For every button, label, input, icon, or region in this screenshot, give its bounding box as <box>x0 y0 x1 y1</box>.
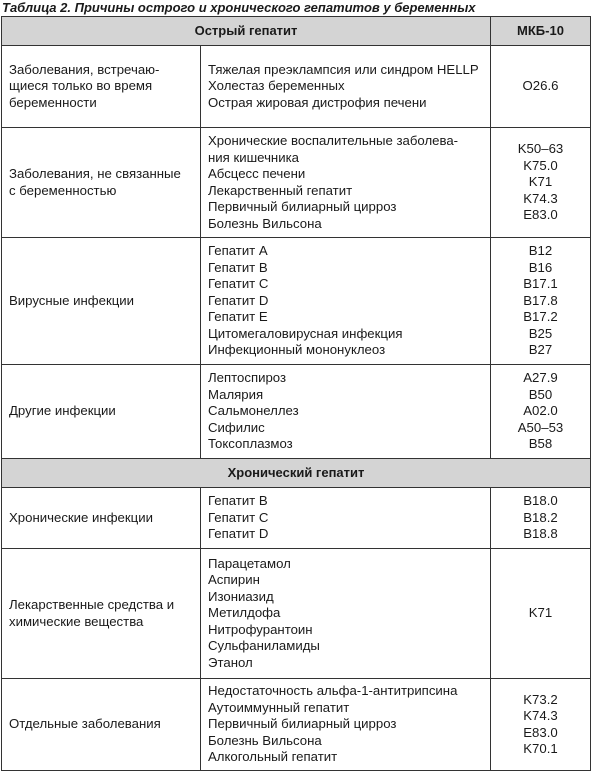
icd-code-cell <box>491 365 591 459</box>
icd-code-cell-line: E83.0 <box>523 207 558 223</box>
icd-code-cell-line: B18.8 <box>523 526 558 542</box>
conditions-cell-line: Токсоплазмоз <box>208 436 293 452</box>
conditions-cell <box>201 679 491 771</box>
icd-code-cell <box>491 238 591 365</box>
icd-code-cell-line: K70.1 <box>523 741 558 756</box>
category-cell-line: щиеся только во время <box>9 78 153 94</box>
icd-code-cell-line: E83.0 <box>523 724 558 740</box>
conditions-cell-line: Сифилис <box>208 419 265 435</box>
category-cell <box>2 549 201 679</box>
category-cell <box>2 128 201 238</box>
category-cell <box>2 365 201 459</box>
chronic-section-row <box>2 459 591 488</box>
table-row <box>2 549 591 679</box>
table-row <box>2 679 591 771</box>
hepatitis-causes-table <box>1 16 591 771</box>
icd-code-cell-line: K71 <box>528 174 553 190</box>
conditions-cell <box>201 549 491 679</box>
icd-code-cell-line: B16 <box>528 259 553 275</box>
conditions-cell-line: Тяжелая преэклампсия или синдром HELLP <box>208 61 479 77</box>
category-cell <box>2 679 201 771</box>
icd-code-cell <box>491 679 591 771</box>
conditions-cell-line: Гепатит C <box>208 509 269 525</box>
icd-code-cell <box>491 549 591 679</box>
icd-code-cell-line: B18.2 <box>523 509 558 525</box>
icd10-header: МКБ-10 <box>491 17 591 46</box>
icd-code-cell-line: B12 <box>528 243 553 259</box>
category-cell-line: Отдельные заболевания <box>9 716 161 732</box>
category-cell-line: с беременностью <box>9 182 117 198</box>
conditions-cell-line: Недостаточность альфа-1-антитрипсина <box>208 683 458 699</box>
conditions-cell-line: Первичный билиарный цирроз <box>208 199 397 214</box>
table-row <box>2 128 591 238</box>
acute-hepatitis-header: Острый гепатит <box>2 17 491 46</box>
conditions-cell <box>201 365 491 459</box>
icd-code-cell-line: B25 <box>528 325 553 341</box>
icd-code-cell-line: B17.8 <box>523 292 558 308</box>
conditions-cell-line: Лептоспироз <box>208 370 287 386</box>
conditions-cell-line: Гепатит D <box>208 292 269 308</box>
conditions-cell-line: Лекарственный гепатит <box>208 182 353 198</box>
conditions-cell <box>201 128 491 238</box>
conditions-cell-line: ния кишечника <box>208 149 299 165</box>
conditions-cell-line: Инфекционный мононуклеоз <box>208 342 386 358</box>
icd-code-cell-line: O26.6 <box>522 78 559 94</box>
icd-code-cell-line: B17.1 <box>523 276 558 292</box>
conditions-cell-line: Цитомегаловирусная инфекция <box>208 325 403 341</box>
icd-code-cell <box>491 128 591 238</box>
icd-code-cell <box>491 488 591 549</box>
conditions-cell-line: Гепатит C <box>208 276 269 292</box>
icd-code-cell-line: K75.0 <box>523 157 558 173</box>
icd-code-cell-line: B58 <box>528 436 553 452</box>
icd-code-cell <box>491 46 591 128</box>
conditions-cell-line: Гепатит B <box>208 493 268 509</box>
conditions-cell-line: Парацетамол <box>208 555 291 571</box>
category-cell-line: Другие инфекции <box>9 403 116 419</box>
conditions-cell-line: Абсцесс печени <box>208 166 306 181</box>
table-row <box>2 365 591 459</box>
icd-code-cell-line: K74.3 <box>523 708 558 723</box>
category-cell-line: химические вещества <box>9 613 144 629</box>
conditions-cell-line: Гепатит E <box>208 309 268 325</box>
conditions-cell-line: Гепатит D <box>208 526 269 542</box>
category-cell <box>2 488 201 549</box>
table-header-row <box>2 17 591 46</box>
conditions-cell-line: Нитрофурантоин <box>208 621 313 637</box>
icd-code-cell-line: B17.2 <box>523 309 558 325</box>
icd-code-cell-line: A50–53 <box>517 419 564 435</box>
icd-code-cell-line: B27 <box>528 342 553 358</box>
conditions-cell-line: Первичный билиарный цирроз <box>208 716 397 732</box>
conditions-cell-line: Этанол <box>208 654 253 670</box>
table-row <box>2 488 591 549</box>
conditions-cell-line: Гепатит A <box>208 243 268 259</box>
conditions-cell-line: Изониазид <box>208 588 274 604</box>
category-cell <box>2 238 201 365</box>
conditions-cell-line: Сульфаниламиды <box>208 638 320 654</box>
icd-code-cell-line: B50 <box>528 386 553 402</box>
conditions-cell-line: Алкогольный гепатит <box>208 749 338 765</box>
icd-code-cell-line: B18.0 <box>523 493 558 509</box>
conditions-cell <box>201 488 491 549</box>
conditions-cell-line: Холестаз беременных <box>208 78 345 94</box>
category-cell-line: Заболевания, не связанные <box>9 166 181 181</box>
conditions-cell <box>201 238 491 365</box>
icd-code-cell-line: K73.2 <box>523 691 558 707</box>
category-cell-line: беременности <box>9 94 97 110</box>
category-cell-line: Вирусные инфекции <box>9 292 135 308</box>
conditions-cell-line: Сальмонеллез <box>208 403 299 419</box>
table-body <box>2 17 591 771</box>
icd-code-cell-line: K50–63 <box>517 141 564 157</box>
conditions-cell-line: Болезнь Вильсона <box>208 732 322 748</box>
icd-code-cell-line: K74.3 <box>523 190 558 206</box>
category-cell-line: Хронические инфекции <box>9 509 153 525</box>
category-cell-line: Лекарственные средства и <box>9 597 175 612</box>
conditions-cell-line: Малярия <box>208 386 264 402</box>
conditions-cell <box>201 46 491 128</box>
conditions-cell-line: Острая жировая дистрофия печени <box>208 94 427 110</box>
icd-code-cell-line: K71 <box>528 605 553 621</box>
conditions-cell-line: Хронические воспалительные заболева- <box>208 133 459 148</box>
conditions-cell-line: Метилдофа <box>208 605 281 621</box>
conditions-cell-line: Аспирин <box>208 572 260 588</box>
conditions-cell-line: Аутоиммунный гепатит <box>208 699 350 715</box>
conditions-cell-line: Болезнь Вильсона <box>208 215 322 231</box>
table-row <box>2 46 591 128</box>
icd-code-cell-line: A02.0 <box>523 403 558 419</box>
category-cell-line: Заболевания, встречаю- <box>9 61 160 77</box>
conditions-cell-line: Гепатит B <box>208 259 268 275</box>
icd-code-cell-line: A27.9 <box>523 370 558 386</box>
chronic-hepatitis-header: Хронический гепатит <box>2 459 591 488</box>
table-caption: Таблица 2. Причины острого и хронического гепатитов у беременных <box>2 0 476 15</box>
category-cell <box>2 46 201 128</box>
table-row <box>2 238 591 365</box>
